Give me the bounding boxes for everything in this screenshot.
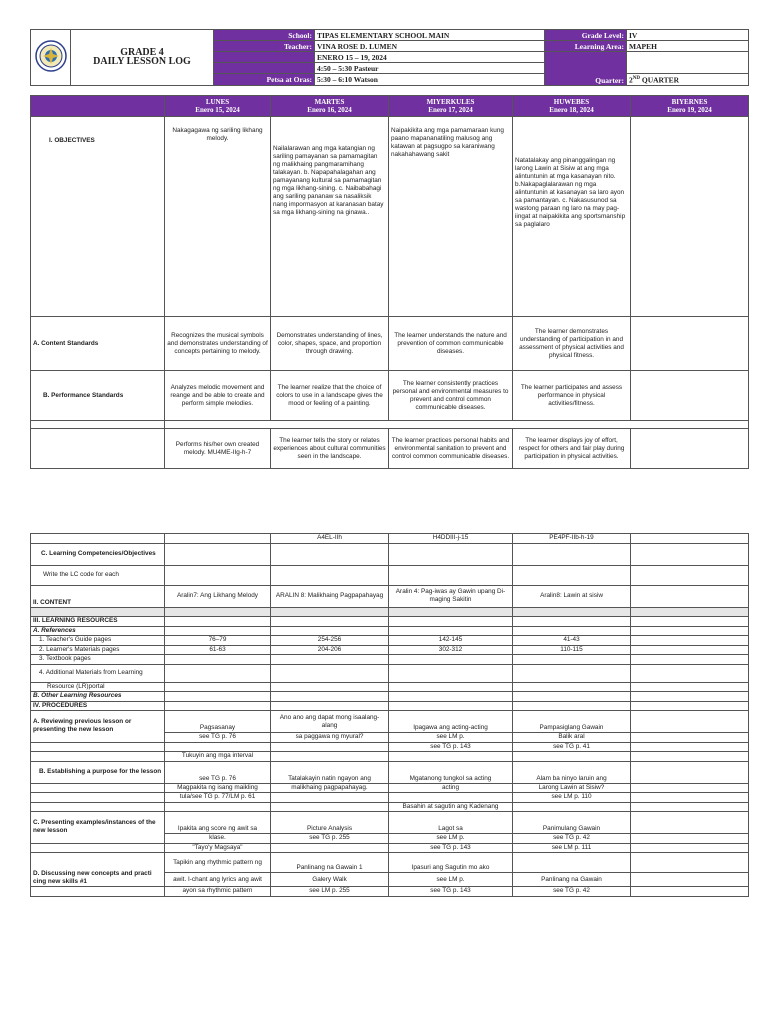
competency-obj-label: C. Learning Competencies/Objectives — [31, 543, 165, 565]
purpose-thu-3: see LM p. 110 — [513, 793, 631, 803]
additional-label: 4. Additional Materials from Learning — [31, 664, 165, 682]
school-value: TIPAS ELEMENTARY SCHOOL MAIN — [315, 30, 545, 41]
competency-mon: Performs his/her own created melody. MU4ME-IIg-h-7 — [165, 429, 271, 469]
procedures-label: IV. PROCEDURES — [31, 701, 165, 711]
review-wed-1: Ipagawa ang acting-acting — [389, 711, 513, 733]
content-std-wed: The learner understands the nature and prevention of common communicable diseases. — [389, 317, 513, 371]
purpose-mon-3: tula/see TG p. 77/LM p. 61 — [165, 793, 271, 803]
discuss-mon-1: Tapikin ang rhythmic pattern ng — [165, 853, 271, 873]
code-mon — [165, 534, 271, 544]
review-wed-3: see TG p. 143 — [389, 742, 513, 752]
area-label: Learning Area: — [545, 41, 627, 52]
review-thu-1: Pampasiglang Gawain — [513, 711, 631, 733]
perf-std-wed: The learner consistently practices personal and environmental measures to prevent and control common communicable diseases. — [389, 371, 513, 421]
title-grade: GRADE 4 — [120, 47, 164, 59]
present-tue-1: Picture Analysis — [271, 812, 389, 834]
purpose-mon-2: Magpakita ng isang maikling — [165, 783, 271, 793]
day-header-mon: LUNES Enero 15, 2024 — [165, 96, 271, 117]
purpose-thu-1: Alam ba ninyo laruin ang — [513, 761, 631, 783]
present-mon-2: klase. — [165, 834, 271, 844]
petsa-blank-1 — [214, 52, 315, 63]
teacher-label: Teacher: — [214, 41, 315, 52]
resources-label: III. LEARNING RESOURCES — [31, 617, 165, 627]
title-dll: DAILY LESSON LOG — [93, 56, 191, 68]
review-thu-3: see TG p. 41 — [513, 742, 631, 752]
content-std-thu: The learner demonstrates understanding of participation in and assessment of physical activities and physical fitness. — [513, 317, 631, 371]
content-std-mon: Recognizes the musical symbols and demonstrates understanding of concepts pertaining to melody. — [165, 317, 271, 371]
area-value: MAPEH — [627, 41, 749, 52]
lm-label: 2. Learner's Materials pages — [31, 645, 165, 655]
grade-label: Grade Level: — [545, 30, 627, 41]
review-thu-2: Balik aral — [513, 733, 631, 743]
time2-value: 5:30 – 6:10 Watson — [315, 74, 545, 86]
quarter-label-cell — [545, 52, 627, 86]
school-label: School: — [214, 30, 315, 41]
objectives-fri — [631, 117, 749, 317]
content-fri — [631, 585, 749, 607]
competency-thu: The learner displays joy of effort, respect for others and fair play during participation in physical activities. — [513, 429, 631, 469]
day-header-fri: BIYERNES Enero 19, 2024 — [631, 96, 749, 117]
discuss-tue-1: Panlinang na Gawain 1 — [271, 853, 389, 873]
objectives-label: I. OBJECTIVES — [31, 117, 165, 317]
day-header-wed: MIYERKULES Enero 17, 2024 — [389, 96, 513, 117]
day-header-thu: HUWEBES Enero 18, 2024 — [513, 96, 631, 117]
perf-std-thu: The learner participates and assess performance in physical activities/fitness. — [513, 371, 631, 421]
codes-blank-label — [31, 534, 165, 544]
tg-thu: 41-43 — [513, 636, 631, 646]
grade-value: IV — [627, 30, 749, 41]
review-mon-1: Pagsasanay — [165, 711, 271, 733]
present-label: C. Presenting examples/instances of the new lesson — [31, 812, 165, 844]
code-wed: H4DDIII-j-15 — [389, 534, 513, 544]
review-wed-2: see LM p. — [389, 733, 513, 743]
present-thu-2: see TG p. 42 — [513, 834, 631, 844]
purpose-thu-2: Larong Lawin at Sisiw? — [513, 783, 631, 793]
present-wed-3: see TG p. 143 — [389, 843, 513, 853]
lm-thu: 110-115 — [513, 645, 631, 655]
tg-mon: 76–79 — [165, 636, 271, 646]
lesson-log-title — [71, 30, 214, 86]
teacher-value: VINA ROSE D. LUMEN — [315, 41, 545, 52]
quarter-value: 2ND QUARTER — [627, 74, 749, 86]
quarter-blank — [627, 52, 749, 74]
content-tue: ARALIN 8: Malikhaing Pagpapahayag — [271, 585, 389, 607]
lm-tue: 204-206 — [271, 645, 389, 655]
competency-label-blank — [31, 429, 165, 469]
review-label: A. Reviewing previous lesson or presenting the new lesson — [31, 711, 165, 743]
perf-std-mon: Analyzes melodic movement and reange and be able to create and perform simple melodies. — [165, 371, 271, 421]
days-table — [30, 95, 749, 469]
petsa-label: Petsa at Oras: — [214, 74, 315, 86]
present-mon-3: "Tayo'y Magsaya" — [165, 843, 271, 853]
present-mon-1: Ipakita ang score ng awit sa — [165, 812, 271, 834]
present-tue-2: see TG p. 255 — [271, 834, 389, 844]
content-mon: Aralin7: Ang Likhang Melody — [165, 585, 271, 607]
competency-wed: The learner practices personal habits and environmental sanitation to prevent and control common communicable diseases. — [389, 429, 513, 469]
objectives-wed: Naipakikita ang mga pamamaraan kung paano mapananatiling malusog ang katawan at pagsugpo sa karaniwang nakahahawang sakit — [389, 117, 513, 317]
seal-icon — [35, 40, 67, 72]
discuss-thu-1: Panlinang na Gawain — [513, 873, 631, 887]
quarter-label: Quarter: — [595, 75, 624, 85]
discuss-tue-3: see LM p. 255 — [271, 887, 389, 897]
write-lc-label: Write the LC code for each — [31, 565, 165, 585]
discuss-wed-2: see LM p. — [389, 873, 513, 887]
spacer-row — [165, 421, 749, 429]
petsa-blank-2 — [214, 63, 315, 74]
perf-std-label: B. Performance Standards — [31, 371, 165, 421]
corner-header — [31, 96, 165, 117]
lr-portal-label: Resource (LR)portal — [31, 682, 165, 692]
discuss-label: D. Discussing new concepts and practi cing new skills #1 — [31, 853, 165, 887]
objectives-tue: Nailalarawan ang mga katangian ng sariling pamayanan sa pamamagitan ng malikhaing pangmaramihang talakayan. b. Napapahalagahan ang pamayanang kultural sa pamamagitan ng mga likhang-sining. c. Naibabahagi ang sariling pananaw sa nasaliksik nang impormasyon at karanasan batay sa mga likhang-sining na ginawa.. — [271, 117, 389, 317]
header-table — [30, 29, 749, 86]
content-thu: Aralin8: Lawin at sisiw — [513, 585, 631, 607]
purpose-tue-1: Tatalakayin natin ngayon ang — [271, 761, 389, 783]
content-std-fri — [631, 317, 749, 371]
present-thu-3: see LM p. 111 — [513, 843, 631, 853]
deped-seal — [31, 30, 71, 86]
discuss-mon-2: awit. I-chant ang lyrics ang awit — [165, 873, 271, 887]
content-std-tue: Demonstrates understanding of lines, color, shapes, space, and proportion through drawing. — [271, 317, 389, 371]
purpose-mon-1: see TG p. 76 — [165, 761, 271, 783]
references-label: A. References — [31, 626, 165, 636]
lm-mon: 61-63 — [165, 645, 271, 655]
discuss-tue-2: Galery Walk — [271, 873, 389, 887]
tg-wed: 142-145 — [389, 636, 513, 646]
procedures-table — [30, 533, 749, 897]
other-resources-label: B. Other Learning Resources — [31, 692, 165, 702]
dates-value: ENERO 15 – 19, 2024 — [315, 52, 545, 63]
content-wed: Aralin 4: Pag-iwas ay Gawin upang Di-maging Sakitin — [389, 585, 513, 607]
present-thu-1: Panimulang Gawain — [513, 812, 631, 834]
present-wed-2: see LM p. — [389, 834, 513, 844]
mon-tukuyin: Tukuyin ang mga interval — [165, 752, 271, 762]
review-tue-2: sa paggawa ng myural? — [271, 733, 389, 743]
review-tue-1: Ano ano ang dapat mong isaalang-alang — [271, 711, 389, 733]
code-thu: PE4PF-IIb-h-19 — [513, 534, 631, 544]
discuss-mon-3: ayon sa rhythmic pattern — [165, 887, 271, 897]
content-std-label: A. Content Standards — [31, 317, 165, 371]
tg-tue: 254-256 — [271, 636, 389, 646]
present-wed-1: Lagot sa — [389, 812, 513, 834]
day-header-tue: MARTES Enero 16, 2024 — [271, 96, 389, 117]
purpose-wed-1: Mgatanong tungkol sa acting — [389, 761, 513, 783]
objectives-thu: Natatalakay ang pinanggalingan ng larong Lawin at Sisiw at ang mga alintuntunin at mga kasanayan nito. b.Nakapaglalarawan ng mga alintuntunin at kasanayan sa laro ayon sa pamantayan. c. Nakasusunod sa wastong paraan ng laro na may pag-iingat at naipakikita ang sportsmanship sa paglalaro — [513, 117, 631, 317]
tg-label: 1. Teacher's Guide pages — [31, 636, 165, 646]
competency-tue: The learner tells the story or relates experiences about cultural communities seen in the landscape. — [271, 429, 389, 469]
purpose-wed-2: acting — [389, 783, 513, 793]
textbook-label: 3. Textbook pages — [31, 655, 165, 665]
time1-value: 4:50 – 5:30 Pasteur — [315, 63, 545, 74]
perf-std-fri — [631, 371, 749, 421]
discuss-thu-2: see TG p. 42 — [513, 887, 631, 897]
purpose-wed-3: Basahin at sagutin ang Kadenang — [389, 802, 513, 812]
review-mon-2: see TG p. 76 — [165, 733, 271, 743]
lm-wed: 302-312 — [389, 645, 513, 655]
discuss-wed-1: Ipasuri ang Sagutin mo ako — [389, 853, 513, 873]
spacer-cell — [31, 421, 165, 429]
competency-fri — [631, 429, 749, 469]
discuss-wed-3: see TG p. 143 — [389, 887, 513, 897]
code-fri — [631, 534, 749, 544]
purpose-tue-2: malikhaing pagpapahayag. — [271, 783, 389, 793]
purpose-label: B. Establishing a purpose for the lesson — [31, 761, 165, 783]
content-label: II. CONTENT — [31, 585, 165, 607]
perf-std-tue: The learner realize that the choice of colors to use in a landscape gives the mood or feeling of a painting. — [271, 371, 389, 421]
code-tue: A4EL-IIh — [271, 534, 389, 544]
objectives-mon: Nakagagawa ng sariling likhang melody. — [165, 117, 271, 317]
